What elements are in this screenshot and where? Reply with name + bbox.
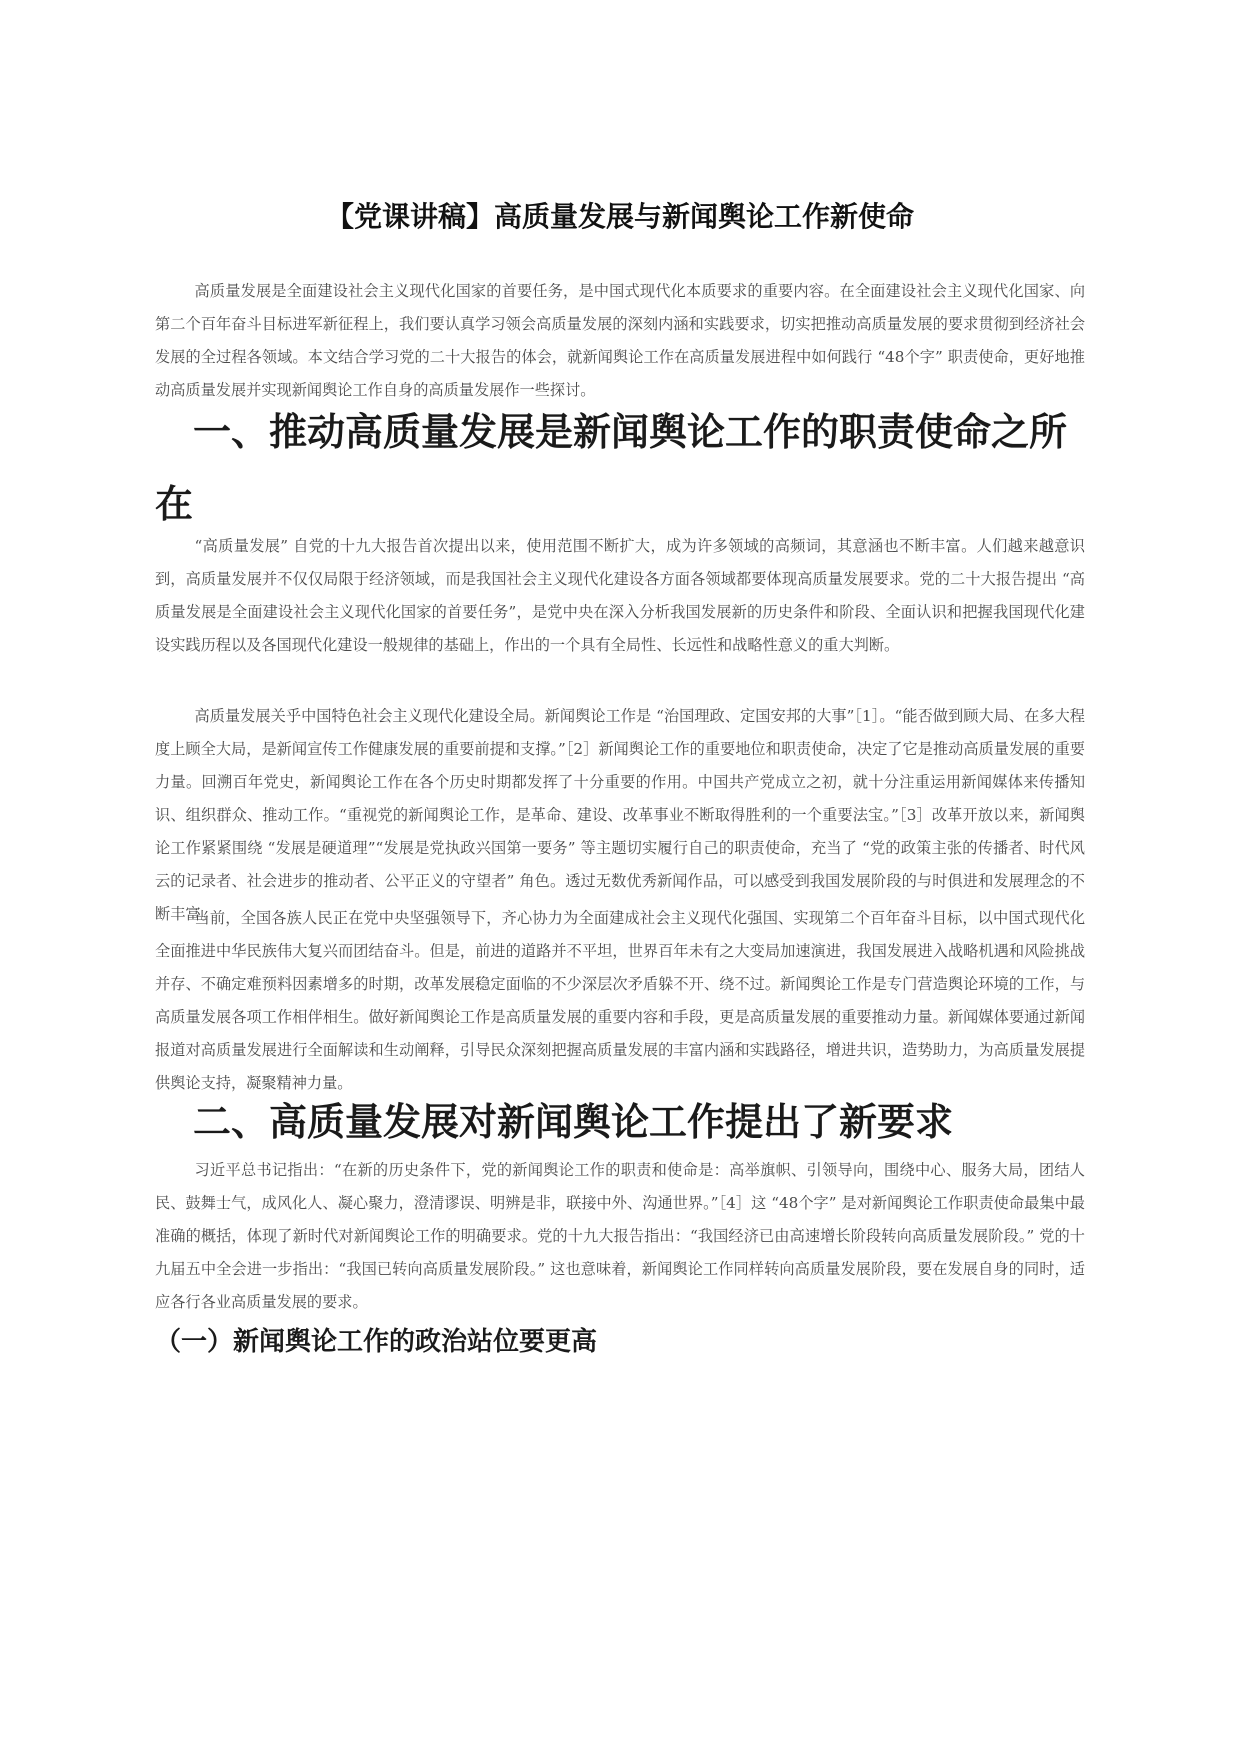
intro-paragraph: 高质量发展是全面建设社会主义现代化国家的首要任务，是中国式现代化本质要求的重要内容。在全面建设社会主义现代化国家、向第二个百年奋斗目标进军新征程上，我们要认真学习领会高质量发展的深刻内涵和实践要求，切实把推动高质量发展的要求贯彻到经济社会发展的全过程各领域。本文结合学习党的二十大报告的体会，就新闻舆论工作在高质量发展进程中如何践行 “48个字” 职责使命，更好地推动高质量发展并实现新闻舆论工作自身的高质量发展作一些探讨。: [155, 282, 1085, 399]
section1-paragraph-1: “高质量发展” 自党的十九大报告首次提出以来，使用范围不断扩大，成为许多领域的高频词，其意涵也不断丰富。人们越来越意识到，高质量发展并不仅仅局限于经济领域，而是我国社会主义现代化建设各方面各领域都要体现高质量发展要求。党的二十大报告提出 “高质量发展是全面建设社会主义现代化国家的首要任务”，是党中央在深入分析我国发展新的历史条件和阶段、全面认识和把握我国现代化建设实践历程以及各国现代化建设一般规律的基础上，作出的一个具有全局性、长远性和战略性意义的重大判断。: [155, 537, 1085, 654]
section2-paragraph-1: 习近平总书记指出：“在新的历史条件下，党的新闻舆论工作的职责和使命是：高举旗帜、引领导向，围绕中心、服务大局，团结人民、鼓舞士气，成风化人、凝心聚力，澄清谬误、明辨是非，联接中外、沟通世界。”［4］这 “48个字” 是对新闻舆论工作职责使命最集中最准确的概括，体现了新时代对新闻舆论工作的明确要求。党的十九大报告指出：“我国经济已由高速增长阶段转向高质量发展阶段。” 党的十九届五中全会进一步指出：“我国已转向高质量发展阶段。” 这也意味着，新闻舆论工作同样转向高质量发展阶段，要在发展自身的同时，适应各行各业高质量发展的要求。: [155, 1161, 1085, 1311]
section2-heading: 二、高质量发展对新闻舆论工作提出了新要求: [193, 1099, 954, 1144]
section1-paragraph-3: 当前，全国各族人民正在党中央坚强领导下，齐心协力为全面建成社会主义现代化强国、实现第二个百年奋斗目标，以中国式现代化全面推进中华民族伟大复兴而团结奋斗。但是，前进的道路并不平坦，世界百年未有之大变局加速演进，我国发展进入战略机遇和风险挑战并存、不确定难预料因素增多的时期，改革发展稳定面临的不少深层次矛盾躲不开、绕不过。新闻舆论工作是专门营造舆论环境的工作，与高质量发展各项工作相伴相生。做好新闻舆论工作是高质量发展的重要内容和手段，更是高质量发展的重要推动力量。新闻媒体要通过新闻报道对高质量发展进行全面解读和生动阐释，引导民众深刻把握高质量发展的丰富内涵和实践路径，增进共识，造势助力，为高质量发展提供舆论支持，凝聚精神力量。: [155, 909, 1085, 1092]
document-title: 【党课讲稿】高质量发展与新闻舆论工作新使命: [325, 200, 914, 233]
section2-subheading-1: （一）新闻舆论工作的政治站位要更高: [155, 1327, 598, 1357]
section1-heading: 一、推动高质量发展是新闻舆论工作的职责使命之所在: [155, 409, 1068, 526]
section1-paragraph-2: 高质量发展关乎中国特色社会主义现代化建设全局。新闻舆论工作是 “治国理政、定国安邦的大事”［1］。“能否做到顾大局、在多大程度上顾全大局，是新闻宣传工作健康发展的重要前提和支撑。”［2］新闻舆论工作的重要地位和职责使命，决定了它是推动高质量发展的重要力量。回溯百年党史，新闻舆论工作在各个历史时期都发挥了十分重要的作用。中国共产党成立之初，就十分注重运用新闻媒体来传播知识、组织群众、推动工作。“重视党的新闻舆论工作，是革命、建设、改革事业不断取得胜利的一个重要法宝。”［3］改革开放以来，新闻舆论工作紧紧围绕 “发展是硬道理”“发展是党执政兴国第一要务” 等主题切实履行自己的职责使命，充当了 “党的政策主张的传播者、时代风云的记录者、社会进步的推动者、公平正义的守望者” 角色。透过无数优秀新闻作品，可以感受到我国发展阶段的与时俱进和发展理念的不断丰富。: [155, 707, 1085, 923]
